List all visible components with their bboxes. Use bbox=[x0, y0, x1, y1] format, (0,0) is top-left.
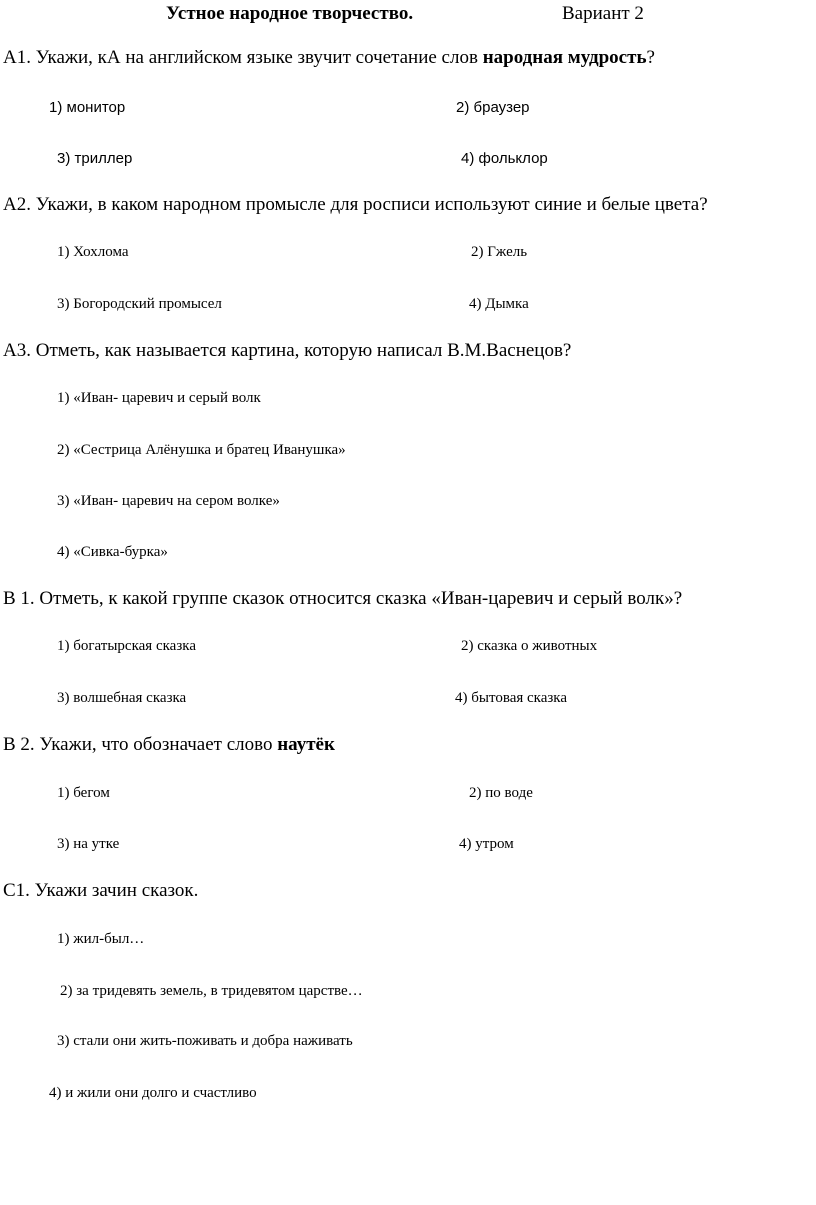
option-b1-1: 1) богатырская сказка bbox=[57, 638, 196, 654]
option-b1-2: 2) сказка о животных bbox=[461, 638, 598, 654]
option-b2-4: 4) утром bbox=[459, 836, 514, 852]
question-text: В 2. Укажи, что обозначает слово bbox=[3, 734, 278, 755]
option-a1-1: 1) монитор bbox=[49, 99, 126, 116]
option-a2-1: 1) Хохлома bbox=[57, 244, 129, 260]
question-text: В 1. Отметь, к какой группе сказок относится сказка «Иван-царевич и серый волк»? bbox=[3, 588, 683, 609]
question-emphasis: народная мудрость bbox=[482, 47, 647, 68]
question-text: А2. Укажи, в каком народном промысле для росписи используют синие и белые цвета? bbox=[3, 194, 708, 215]
variant-label: Вариант 2 bbox=[562, 3, 644, 24]
option-b1-4: 4) бытовая сказка bbox=[455, 690, 568, 706]
option-a2-4: 4) Дымка bbox=[469, 296, 529, 312]
option-a1-4: 4) фольклор bbox=[461, 150, 548, 167]
option-a3-4: 4) «Сивка-бурка» bbox=[57, 544, 168, 560]
document-title: Устное народное творчество. bbox=[166, 3, 414, 24]
question-a2 bbox=[3, 194, 708, 216]
question-a3 bbox=[3, 340, 571, 362]
option-a3-3: 3) «Иван- царевич на сером волке» bbox=[57, 493, 280, 509]
option-c1-3: 3) стали они жить-поживать и добра наживать bbox=[57, 1033, 353, 1049]
question-text: А1. Укажи, кА на английском языке звучит сочетание слов bbox=[3, 47, 483, 68]
option-a3-2: 2) «Сестрица Алёнушка и братец Иванушка» bbox=[57, 442, 346, 458]
option-b2-3: 3) на утке bbox=[57, 836, 120, 852]
option-a1-2: 2) браузер bbox=[456, 99, 530, 116]
option-b2-2: 2) по воде bbox=[469, 785, 533, 801]
question-suffix: ? bbox=[646, 47, 655, 68]
question-emphasis: наутёк bbox=[277, 734, 335, 755]
option-b1-3: 3) волшебная сказка bbox=[57, 690, 187, 706]
question-c1 bbox=[3, 880, 198, 902]
option-b2-1: 1) бегом bbox=[57, 785, 110, 801]
option-a3-1: 1) «Иван- царевич и серый волк bbox=[57, 390, 261, 406]
option-a2-2: 2) Гжель bbox=[471, 244, 528, 260]
question-a1 bbox=[3, 47, 655, 69]
option-c1-2: 2) за тридевять земель, в тридевятом царстве… bbox=[60, 983, 363, 999]
question-b1 bbox=[3, 588, 682, 610]
option-c1-1: 1) жил-был… bbox=[57, 931, 145, 947]
question-b2 bbox=[3, 734, 335, 756]
option-c1-4: 4) и жили они долго и счастливо bbox=[49, 1085, 257, 1101]
option-a2-3: 3) Богородский промысел bbox=[57, 296, 222, 312]
question-text: А3. Отметь, как называется картина, которую написал В.М.Васнецов? bbox=[3, 340, 572, 361]
question-text: С1. Укажи зачин сказок. bbox=[3, 880, 199, 901]
option-a1-3: 3) триллер bbox=[57, 150, 133, 167]
